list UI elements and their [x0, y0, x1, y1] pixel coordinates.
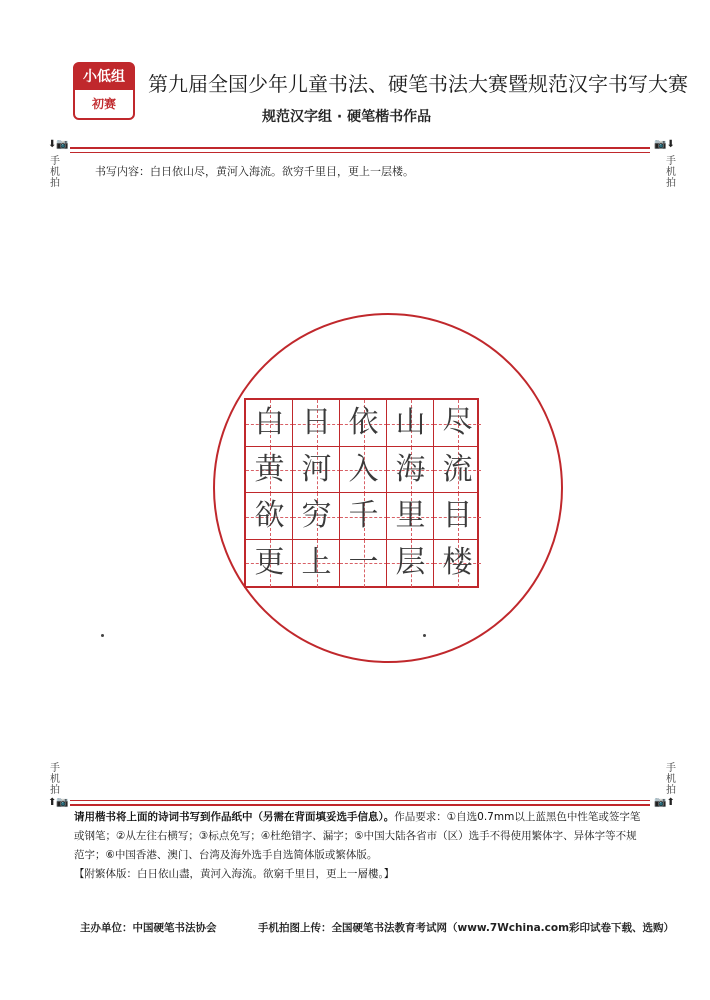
badge-group-label: 小低组	[75, 64, 133, 90]
grid-char: 依	[348, 405, 379, 440]
grid-char: 上	[301, 544, 332, 580]
side-char: 手	[50, 763, 60, 774]
camera-icon: ⬆📷	[48, 797, 69, 808]
grid-cell	[293, 493, 340, 541]
camera-icon: 📷⬆	[654, 797, 675, 808]
contest-subtitle: 规范汉字组 · 硬笔楷书作品	[262, 109, 432, 125]
grid-line	[246, 446, 477, 447]
grid-line	[292, 400, 293, 586]
grid-line	[339, 400, 340, 586]
grid-char: 层	[395, 544, 426, 580]
grid-cell	[340, 493, 387, 541]
camera-icon: 📷⬇	[654, 139, 675, 150]
grid-char: 尽	[442, 405, 473, 440]
grid-cell	[434, 540, 481, 588]
grid-char: 千	[348, 498, 379, 533]
camera-icon: ⬇📷	[48, 139, 69, 150]
grid-char: 更	[254, 544, 285, 580]
grid-cell	[434, 447, 481, 495]
side-char: 机	[666, 167, 676, 178]
grid-char: 日	[301, 405, 332, 440]
grid-cell	[246, 493, 293, 541]
grid-line	[246, 539, 477, 540]
grid-cell	[246, 447, 293, 495]
traditional-version: 【附繁体版：白日依山盡，黄河入海流。欲窮千里目，更上一層樓。】	[74, 868, 395, 880]
side-char: 手	[666, 156, 676, 167]
grid-cell	[340, 400, 387, 448]
grid-char: 白	[254, 405, 285, 440]
side-label-right-bottom	[664, 763, 678, 796]
side-char: 拍	[666, 785, 676, 796]
grid-cell	[340, 447, 387, 495]
grid-char: 入	[348, 451, 379, 487]
top-rule-thick	[70, 147, 650, 149]
grid-char: 河	[301, 451, 332, 487]
bottom-rule-thick	[70, 804, 650, 806]
bottom-rule-thin	[70, 800, 650, 801]
grid-char: 楼	[442, 544, 473, 580]
grid-char: 黄	[254, 451, 285, 487]
grid-char: 里	[395, 498, 426, 533]
side-label-left-top	[48, 156, 62, 189]
grid-line	[433, 400, 434, 586]
writing-content: 书写内容：白日依山尽，黄河入海流。欲穷千里目，更上一层楼。	[95, 165, 414, 178]
grid-char: 穷	[301, 498, 332, 533]
grid-cell	[293, 400, 340, 448]
mark-dot	[101, 634, 104, 637]
organizer: 主办单位：中国硬笔书法协会	[80, 922, 217, 934]
top-rule-thin	[70, 152, 650, 153]
grid-char: 一	[348, 544, 379, 580]
grid-cell	[246, 400, 293, 448]
grid-char: 目	[442, 498, 473, 533]
requirements-text	[74, 808, 644, 884]
side-char: 机	[666, 774, 676, 785]
grid-line	[386, 400, 387, 586]
grid-cell	[434, 493, 481, 541]
grid-char: 欲	[254, 498, 285, 533]
grid-cell	[340, 540, 387, 588]
upload-info: 手机拍图上传：全国硬笔书法教育考试网（www.7Wchina.com彩印试卷下载、选购）	[258, 922, 675, 934]
side-char: 机	[50, 774, 60, 785]
side-char: 拍	[50, 785, 60, 796]
side-char: 拍	[50, 178, 60, 189]
grid-cell	[293, 447, 340, 495]
grid-cell	[246, 540, 293, 588]
grid-char: 流	[442, 451, 473, 487]
grid-cell	[387, 400, 434, 448]
side-char: 手	[50, 156, 60, 167]
contest-title: 第九届全国少年儿童书法、硬笔书法大赛暨规范汉字书写大赛	[148, 72, 688, 96]
grid-char: 海	[395, 451, 426, 487]
side-char: 拍	[666, 178, 676, 189]
side-label-left-bottom	[48, 763, 62, 796]
grid-cell	[387, 447, 434, 495]
requirements-lead: 请用楷书将上面的诗词书写到作品纸中（另需在背面填妥选手信息）。	[74, 811, 395, 823]
grid-cell	[387, 493, 434, 541]
grid-char: 山	[395, 405, 426, 440]
requirements-rest: 作品要求：①自选0.7mm以上蓝黑色中性笔或签字笔或钢笔；②从左往右横写；③标点免写；④杜绝错字、漏字；⑤中国大陆各省市（区）选手不得使用繁体字、异体字等不规范字；⑥中国香港、澳门、台湾及海外选手自选简体版或繁体版。	[74, 811, 641, 861]
grid-cell	[387, 540, 434, 588]
badge-round-label: 初赛	[91, 97, 116, 111]
group-badge	[73, 62, 135, 120]
grid-cell	[293, 540, 340, 588]
writing-grid	[244, 398, 479, 588]
grid-line	[246, 492, 477, 493]
side-char: 手	[666, 763, 676, 774]
grid-cell	[434, 400, 481, 448]
side-char: 机	[50, 167, 60, 178]
side-label-right-top	[664, 156, 678, 189]
mark-dot	[423, 634, 426, 637]
